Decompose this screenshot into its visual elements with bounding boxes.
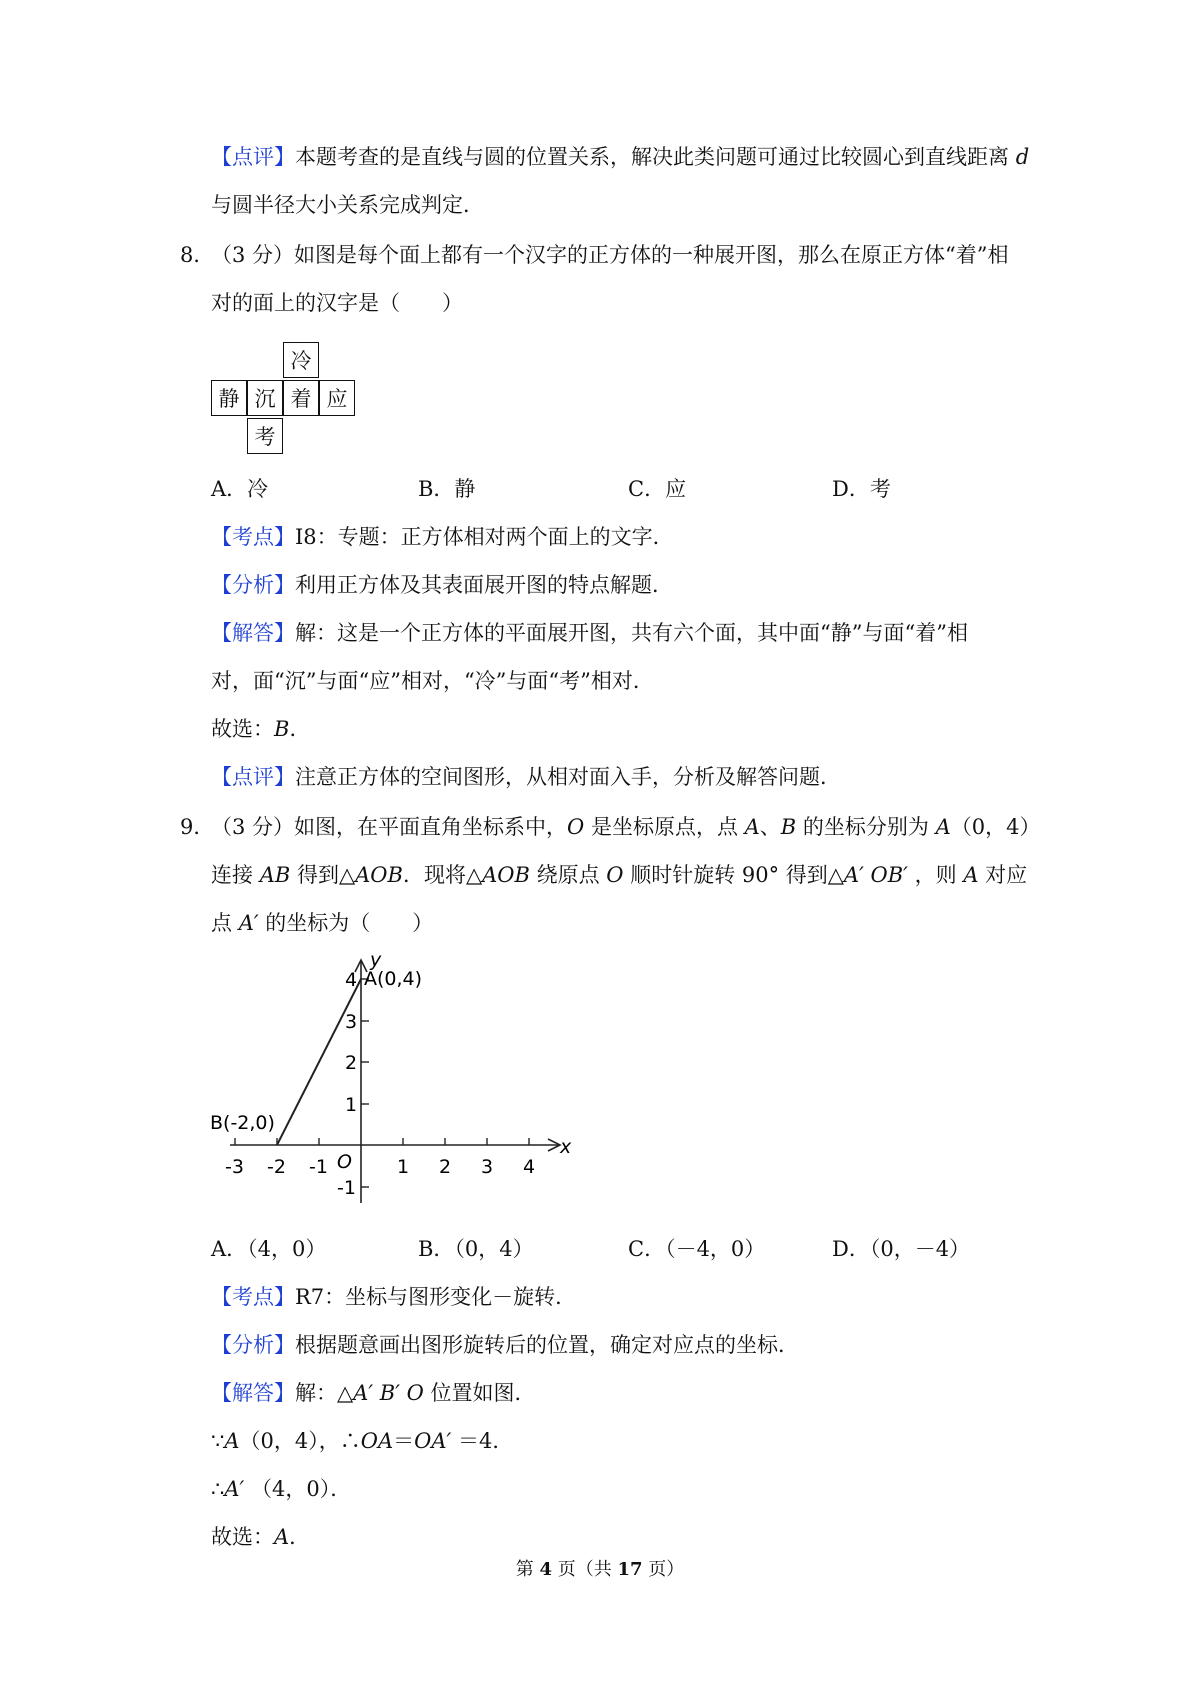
q9-because (211, 1426, 513, 1456)
q8-guxuan-answer: B (274, 717, 290, 741)
q9-stem-line2 (211, 860, 1027, 890)
q9-kaodian (211, 1282, 576, 1312)
q9-fenxi-text: 根据题意画出图形旋转后的位置，确定对应点的坐标． (295, 1333, 799, 1357)
y-tick-label: 4 (345, 969, 358, 991)
dianping-tag: 【点评】 (211, 145, 295, 169)
q9-var-a: A (744, 815, 760, 839)
because-var-oa: OA (360, 1429, 394, 1453)
q9-text-2b: 得到△ (290, 863, 356, 887)
q9-text-3b: 的坐标为（ ） (258, 911, 434, 935)
y-tick-label: 3 (345, 1011, 358, 1033)
q8-option-a[interactable]: A．冷 (211, 477, 269, 501)
q9-option-d[interactable]: D．（0，－4） (832, 1237, 971, 1261)
q9-text-1a: （3 分）如图，在平面直角坐标系中， (211, 815, 568, 839)
because-var-oa1: OA′ (414, 1429, 452, 1453)
q8-option-d[interactable]: D．考 (832, 477, 891, 501)
q9-text-2a: 连接 (211, 863, 260, 887)
x-axis-label: x (560, 1136, 572, 1158)
q9-text-1b: 是坐标原点，点 (584, 815, 745, 839)
fenxi-tag: 【分析】 (211, 1333, 295, 1357)
q9-text-2g: 对应 (978, 863, 1028, 887)
y-tick-label: -1 (337, 1177, 356, 1199)
q8-dianping-text: 注意正方体的空间图形，从相对面入手，分析及解答问题． (295, 765, 841, 789)
footer-text-c: 页） (642, 1559, 685, 1580)
q9-option-a[interactable]: A．（4，0） (211, 1237, 327, 1261)
x-tick-label: -1 (309, 1156, 328, 1178)
q9-var-a2: A (935, 815, 951, 839)
q9-text-2d: 绕原点 (529, 863, 607, 887)
footer-page-number: 4 (539, 1559, 552, 1580)
page-footer (0, 1557, 1200, 1583)
q9-guxuan-answer: A (274, 1525, 290, 1549)
q9-kaodian-text: R7：坐标与图形变化－旋转． (295, 1285, 577, 1309)
q9-var-a1ob1: A′ OB′ (843, 863, 908, 887)
point-a-label: A(0,4) (364, 968, 423, 990)
net-cell-bottom: 考 (247, 418, 283, 454)
y-tick-label: 1 (345, 1094, 358, 1116)
q7-comment-line2: 与圆半径大小关系完成判定． (211, 193, 484, 217)
q7-comment-line1 (211, 142, 1029, 172)
q9-jieda-b: 位置如图． (423, 1381, 536, 1405)
q9-text-1d: （0，4） (950, 815, 1041, 839)
y-tick-label: 2 (345, 1052, 358, 1074)
q9-var-a3: A (963, 863, 979, 887)
footer-text-b: 页（共 (552, 1559, 618, 1580)
kaodian-tag: 【考点】 (211, 1285, 295, 1309)
q9-text-sep: 、 (759, 815, 781, 839)
origin-label: O (337, 1151, 352, 1173)
q9-number: 9． (180, 815, 215, 839)
q9-var-aob: AOB (355, 863, 403, 887)
q9-stem-line3 (211, 908, 433, 938)
q9-var-aob2: AOB (482, 863, 530, 887)
q9-option-b[interactable]: B．（0，4） (418, 1237, 534, 1261)
coordinate-graph (210, 948, 580, 1218)
q8-jieda-text1: 解：这是一个正方体的平面展开图，共有六个面，其中面“静”与面“着”相 (295, 621, 968, 645)
net-cell-right: 应 (319, 380, 355, 416)
q8-option-c[interactable]: C．应 (628, 477, 687, 501)
q8-guxuan: 故选：B． (211, 717, 311, 741)
q9-guxuan (211, 1522, 310, 1552)
x-tick-label: -3 (225, 1156, 244, 1178)
q9-text-3a: 点 (211, 911, 239, 935)
y-axis-label: y (370, 949, 382, 971)
x-tick-label: 3 (481, 1156, 494, 1178)
point-b-label: B(-2,0) (210, 1112, 275, 1134)
q9-guxuan-end: ． (289, 1525, 311, 1549)
footer-text-a: 第 (515, 1559, 540, 1580)
q9-jieda-a: 解：△ (295, 1381, 354, 1405)
because-symbol: ∵ (211, 1429, 225, 1453)
because-text-c: ＝ (393, 1429, 415, 1453)
q9-var-ab: AB (259, 863, 291, 887)
therefore-symbol: ∴ (211, 1477, 225, 1501)
q9-jieda-triangle: A′ B′ O (353, 1381, 424, 1405)
therefore-var-a: A′ (224, 1477, 245, 1501)
q8-jieda-line2: 对，面“沉”与面“应”相对，“冷”与面“考”相对． (211, 669, 654, 693)
q8-guxuan-label: 故选： (211, 717, 274, 741)
q8-jieda-line1 (211, 618, 968, 648)
q9-var-b: B (780, 815, 797, 839)
y-ticks (361, 979, 369, 1187)
q8-fenxi (211, 570, 673, 600)
q9-jieda (211, 1378, 536, 1408)
cube-net-figure (211, 342, 361, 457)
dianping-tag: 【点评】 (211, 765, 295, 789)
q9-text-1c: 的坐标分别为 (796, 815, 936, 839)
net-cell-top: 冷 (283, 342, 319, 378)
q8-kaodian (211, 522, 674, 552)
fenxi-tag: 【分析】 (211, 573, 295, 597)
q9-stem-line1 (211, 812, 1041, 842)
q9-text-2e: 顺时针旋转 90° 得到△ (623, 863, 844, 887)
x-tick-label: 1 (397, 1156, 410, 1178)
net-cell-center: 着 (283, 380, 319, 416)
q8-fenxi-text: 利用正方体及其表面展开图的特点解题． (295, 573, 673, 597)
net-cell-left: 静 (211, 380, 247, 416)
q8-kaodian-text: I8：专题：正方体相对两个面上的文字． (295, 525, 674, 549)
x-tick-label: -2 (267, 1156, 286, 1178)
q9-therefore (211, 1474, 351, 1504)
therefore-text-b: （4，0）． (244, 1477, 352, 1501)
q9-guxuan-label: 故选： (211, 1525, 274, 1549)
q9-fenxi (211, 1330, 799, 1360)
jieda-tag: 【解答】 (211, 1381, 295, 1405)
x-tick-label: 2 (439, 1156, 452, 1178)
q9-var-a-prime: A′ (238, 911, 259, 935)
kaodian-tag: 【考点】 (211, 525, 295, 549)
x-tick-label: 4 (523, 1156, 536, 1178)
q8-dianping (211, 762, 841, 792)
because-text-b: （0，4），∴ (239, 1429, 361, 1453)
q9-var-o2: O (606, 863, 624, 887)
q8-option-b[interactable]: B．静 (418, 477, 476, 501)
q9-option-c[interactable]: C．（－4，0） (628, 1237, 766, 1261)
q8-number: 8． (180, 243, 215, 267)
jieda-tag: 【解答】 (211, 621, 295, 645)
q7-comment-text: 本题考查的是直线与圆的位置关系，解决此类问题可通过比较圆心到直线距离 (295, 145, 1009, 169)
q9-text-2c: ．现将△ (402, 863, 483, 887)
q9-var-o: O (567, 815, 585, 839)
because-text-d: ＝4． (451, 1429, 514, 1453)
footer-total-pages: 17 (617, 1559, 643, 1580)
net-cell-mid-left: 沉 (247, 380, 283, 416)
q9-text-2f: ，则 (907, 863, 964, 887)
because-var-a: A (224, 1429, 240, 1453)
q8-stem-line2: 对的面上的汉字是（ ） (211, 291, 463, 315)
q7-comment-var: d (1015, 145, 1030, 169)
q8-stem-line1: （3 分）如图是每个面上都有一个汉字的正方体的一种展开图，那么在原正方体“着”相 (211, 243, 1009, 267)
